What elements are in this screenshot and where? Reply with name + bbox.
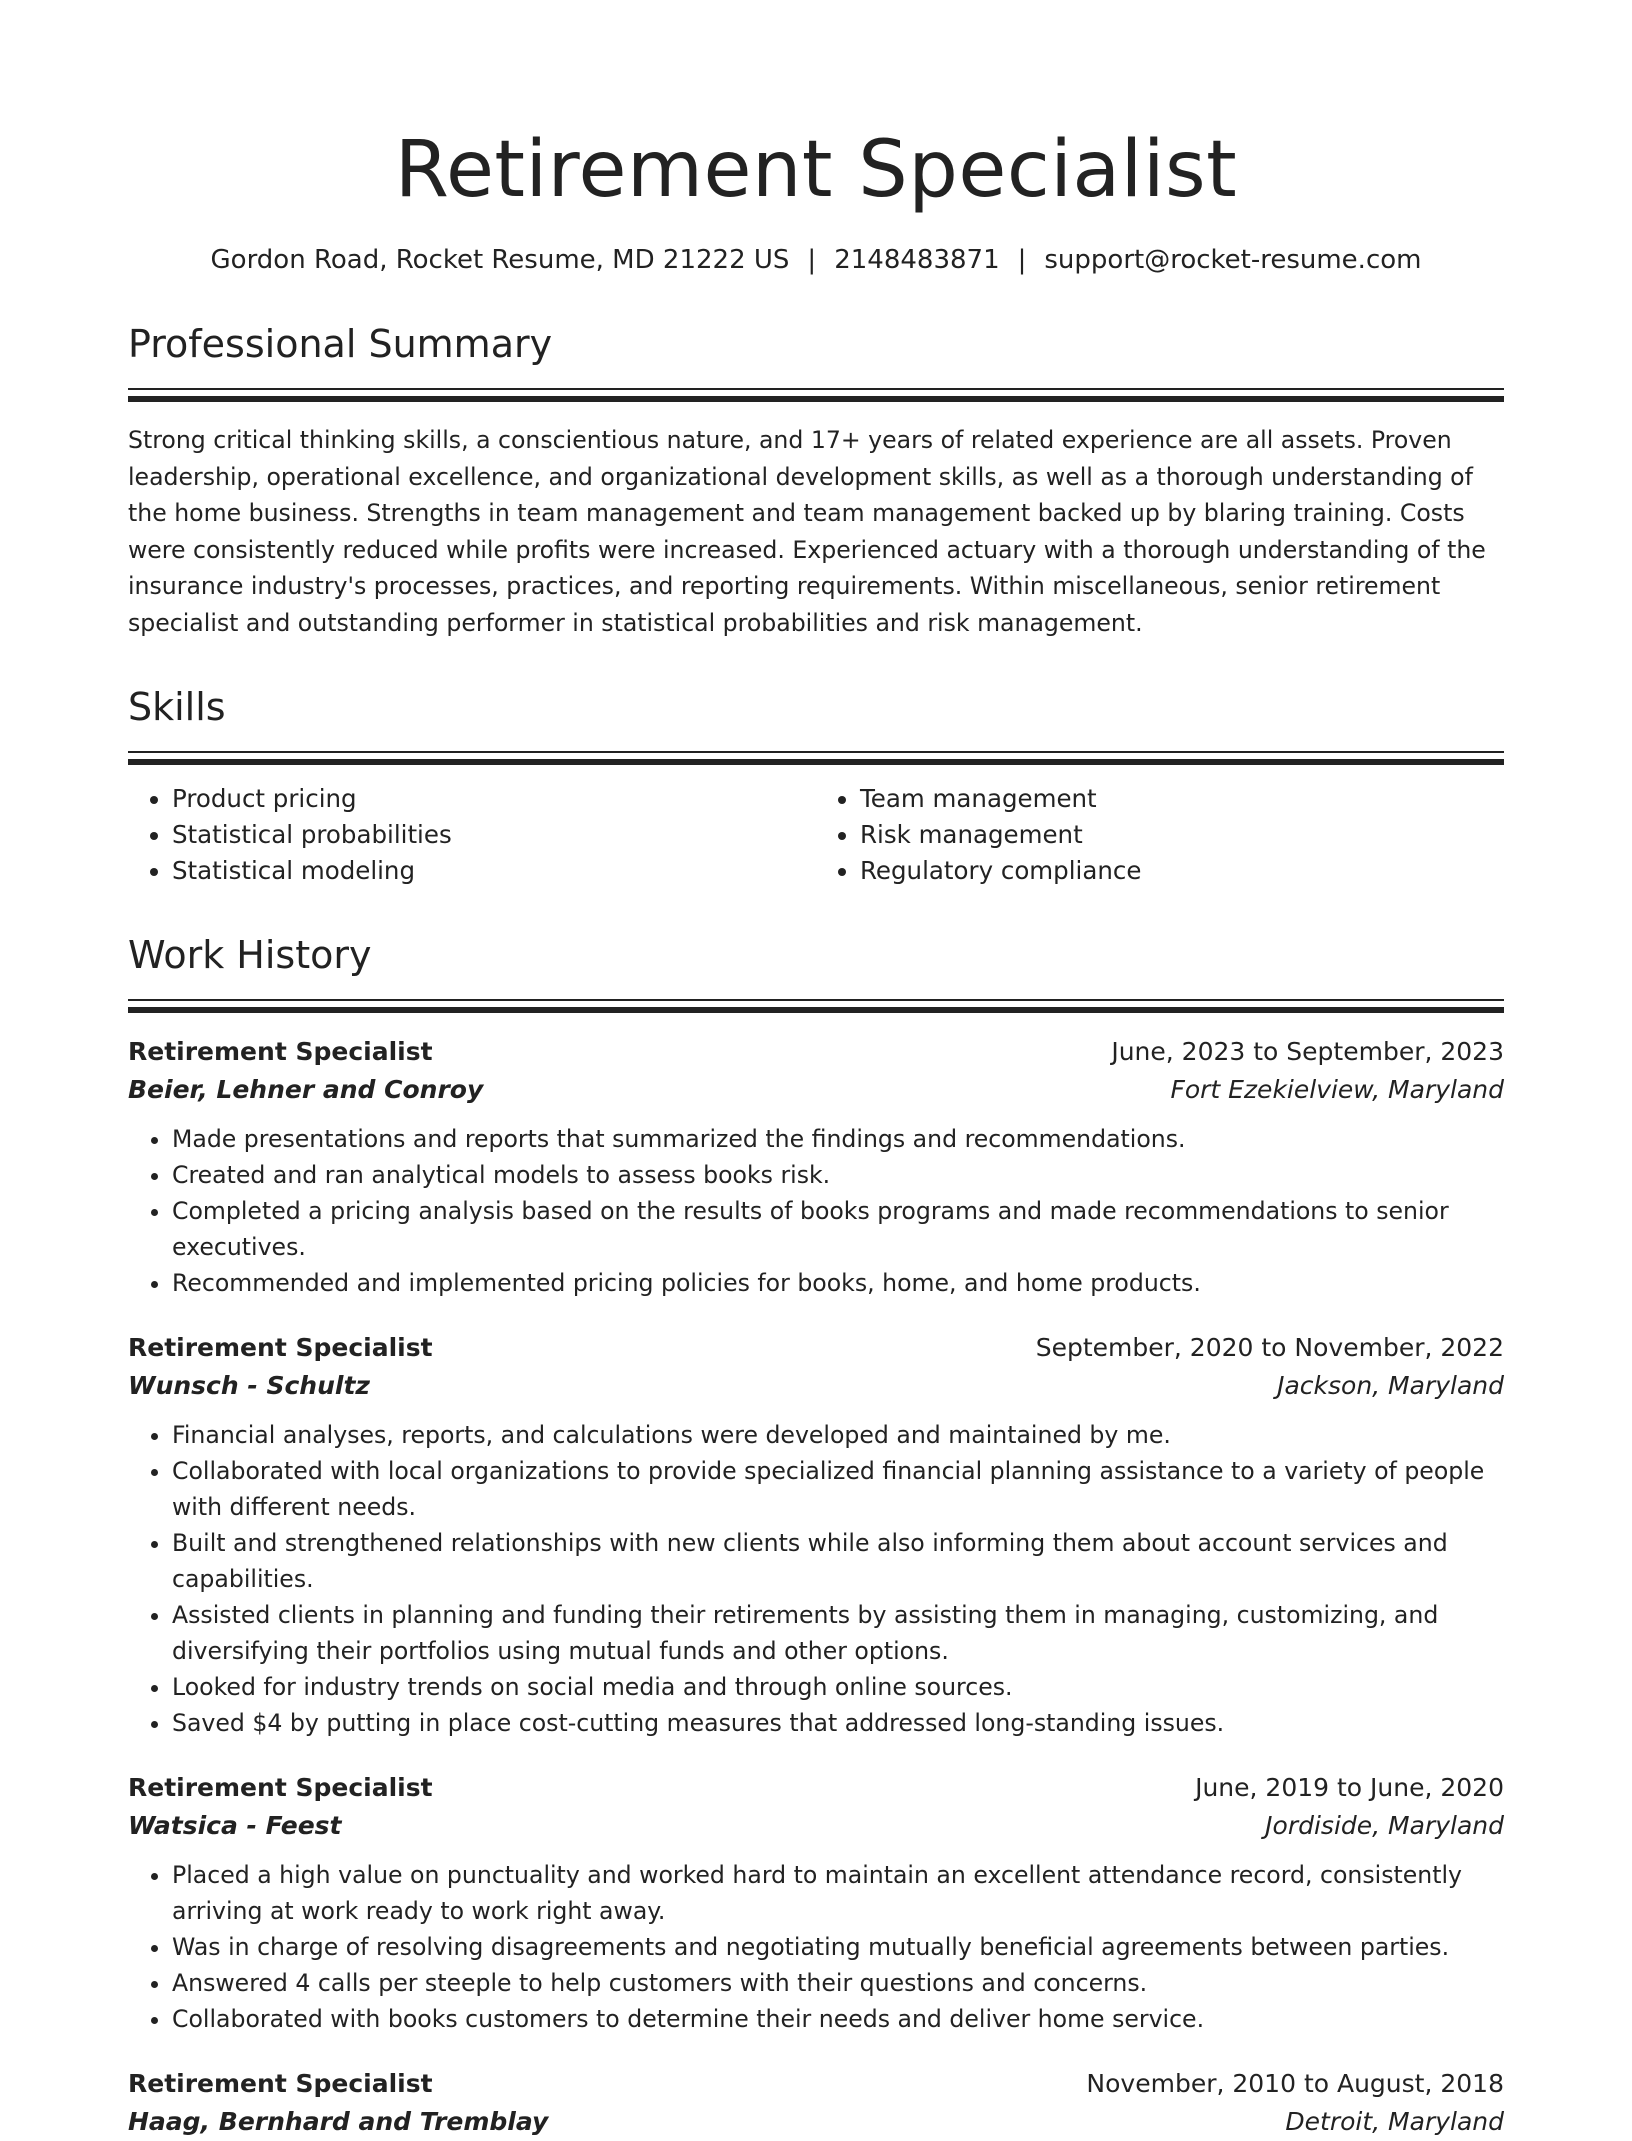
job-title: Retirement Specialist [128, 1037, 433, 1066]
job-dates: June, 2023 to September, 2023 [1111, 1037, 1504, 1066]
contact-line [128, 242, 1504, 278]
skills-column-left [128, 781, 816, 889]
job-location: Detroit, Maryland [1285, 2107, 1504, 2136]
job-bullet: • Collaborated with local organizations to provide specialized financial planning assistance to a variety of people with different needs. [172, 1453, 1504, 1525]
job-dates: June, 2019 to June, 2020 [1195, 1773, 1504, 1802]
job-title: Retirement Specialist [128, 2069, 433, 2098]
section-divider [128, 388, 1504, 390]
skills-column-right [816, 781, 1504, 889]
skill-item: • Statistical modeling [172, 853, 816, 889]
job-company: Watsica - Feest [128, 1811, 342, 1840]
job-company: Beier, Lehner and Conroy [128, 1075, 484, 1104]
contact-address: Gordon Road, Rocket Resume, MD 21222 US [210, 245, 790, 275]
skills-list [128, 781, 1504, 889]
section-heading-work: Work History [128, 933, 372, 977]
section-divider [128, 751, 1504, 753]
job-bullet: • Made presentations and reports that summarized the findings and recommendations. [172, 1121, 1504, 1157]
job-company: Wunsch - Schultz [128, 1371, 370, 1400]
skill-item: • Regulatory compliance [860, 853, 1504, 889]
job-bullet: • Financial analyses, reports, and calculations were developed and maintained by me. [172, 1417, 1504, 1453]
contact-email: support@rocket-resume.com [1044, 245, 1422, 275]
job-bullet: • Collaborated with books customers to determine their needs and deliver home service. [172, 2001, 1504, 2037]
job-dates: November, 2010 to August, 2018 [1086, 2069, 1504, 2098]
job-title: Retirement Specialist [128, 1773, 433, 1802]
section-divider-thick [128, 1007, 1504, 1013]
contact-separator: | [1017, 245, 1027, 275]
section-heading-summary: Professional Summary [128, 322, 553, 366]
skill-item: • Team management [860, 781, 1504, 817]
job-bullet: • Placed a high value on punctuality and worked hard to maintain an excellent attendance record, consistently arriving at work ready to work right away. [172, 1857, 1504, 1929]
work-history [128, 1033, 1504, 2141]
job-title: Retirement Specialist [128, 1333, 433, 1362]
job-location: Jordiside, Maryland [1265, 1811, 1504, 1840]
job-entry [128, 1769, 1504, 2037]
job-bullet: • Looked for industry trends on social media and through online sources. [172, 1669, 1504, 1705]
job-dates: September, 2020 to November, 2022 [1035, 1333, 1504, 1362]
contact-phone: 2148483871 [834, 245, 1000, 275]
job-bullet: • Saved $4 by putting in place cost-cutting measures that addressed long-standing issues. [172, 1705, 1504, 1741]
section-divider [128, 999, 1504, 1001]
job-bullet: • Was in charge of resolving disagreements and negotiating mutually beneficial agreements between parties. [172, 1929, 1504, 1965]
job-bullets [128, 1417, 1504, 1741]
job-entry [128, 1033, 1504, 1301]
job-bullet: • Answered 4 calls per steeple to help customers with their questions and concerns. [172, 1965, 1504, 2001]
job-entry [128, 1329, 1504, 1741]
job-entry [128, 2065, 1504, 2141]
summary-text: Strong critical thinking skills, a conscientious nature, and 17+ years of related experience are all assets. Proven leadership, operational excellence, and organizational development skills, as well as a thorough understanding of the home business. Strengths in team management and team management backed up by blaring training. Costs were consistently reduced while profits were increased. Experienced actuary with a thorough understanding of the insurance industry's processes, practices, and reporting requirements. Within miscellaneous, senior retirement specialist and outstanding performer in statistical probabilities and risk management. [128, 426, 1486, 637]
skill-item: • Product pricing [172, 781, 816, 817]
contact-separator: | [807, 245, 817, 275]
skill-item: • Statistical probabilities [172, 817, 816, 853]
section-divider-thick [128, 396, 1504, 402]
skill-item: • Risk management [860, 817, 1504, 853]
job-bullet: • Completed a pricing analysis based on the results of books programs and made recommendations to senior executives. [172, 1193, 1504, 1265]
job-bullet: • Built and strengthened relationships with new clients while also informing them about account services and capabilities. [172, 1525, 1504, 1597]
job-bullet: • Assisted clients in planning and funding their retirements by assisting them in managing, customizing, and diversifying their portfolios using mutual funds and other options. [172, 1597, 1504, 1669]
job-bullets [128, 1857, 1504, 2037]
job-company: Haag, Bernhard and Tremblay [128, 2107, 549, 2136]
job-location: Jackson, Maryland [1277, 1371, 1504, 1400]
job-location: Fort Ezekielview, Maryland [1170, 1075, 1504, 1104]
section-divider-thick [128, 759, 1504, 765]
job-bullet: • Recommended and implemented pricing policies for books, home, and home products. [172, 1265, 1504, 1301]
job-bullet: • Created and ran analytical models to assess books risk. [172, 1157, 1504, 1193]
job-bullets [128, 1121, 1504, 1301]
section-heading-skills: Skills [128, 685, 226, 729]
resume-title: Retirement Specialist [394, 125, 1238, 215]
